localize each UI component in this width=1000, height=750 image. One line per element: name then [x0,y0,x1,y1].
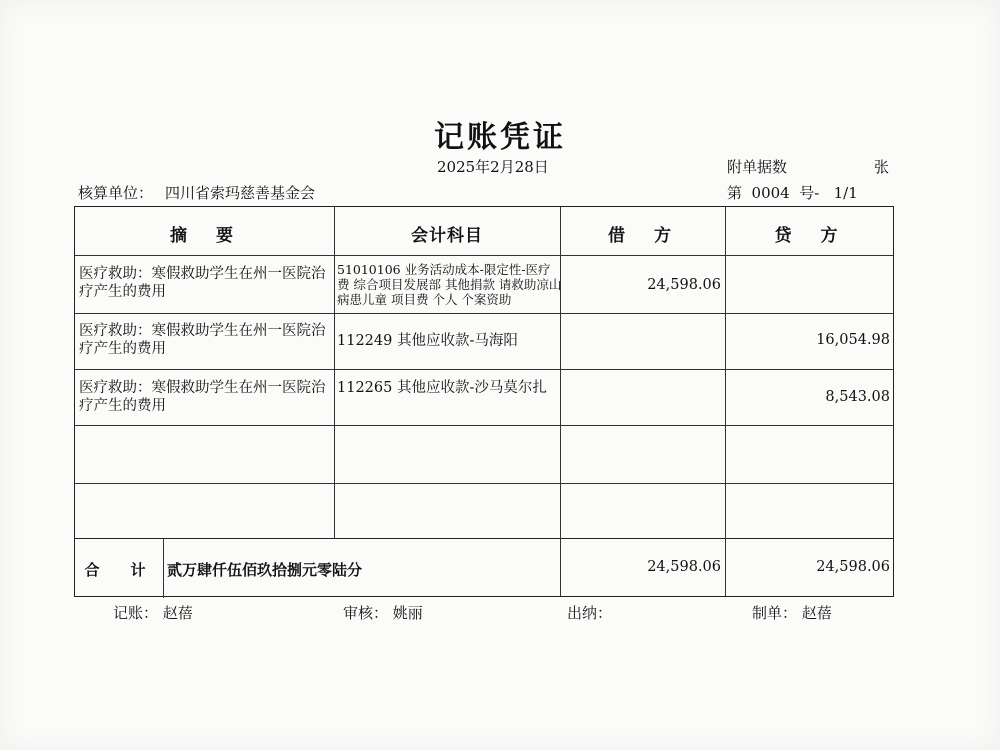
row-1-account: 51010106 业务活动成本-限定性-医疗费 综合项目发展部 其他捐款 请救助凉山病患儿童 项目费 个人 个案资助 [337,262,562,307]
cashier: 出纳： [567,604,613,622]
row-3-account: 112265 其他应收款-沙马莫尔扎 [337,380,547,396]
row-2-credit: 16,054.98 [816,332,890,348]
table-rule [75,369,893,370]
preparer: 制单： 赵蓓 [752,604,832,622]
table-rule [75,538,893,539]
header-summary: 摘 要 [170,226,239,246]
total-amount-words: 贰万肆仟伍佰玖拾捌元零陆分 [167,561,363,579]
row-2-summary: 医疗救助：寒假救助学生在州一医院治疗产生的费用 [79,323,326,357]
total-debit: 24,598.06 [647,559,721,575]
voucher-date: 2025年2月28日 [437,158,549,176]
table-rule [725,207,726,596]
row-1-summary: 医疗救助：寒假救助学生在州一医院治疗产生的费用 [79,266,326,300]
table-rule [163,538,164,598]
row-1-debit: 24,598.06 [647,277,721,293]
voucher-title: 记账凭证 [434,120,566,155]
voucher-table [74,206,894,597]
table-rule [334,207,335,538]
header-debit: 借 方 [608,226,677,246]
header-account: 会计科目 [411,226,483,246]
row-2-account: 112249 其他应收款-马海阳 [337,333,518,349]
reviewer: 审核： 姚丽 [343,604,423,622]
table-rule [75,425,893,426]
table-rule [75,313,893,314]
row-3-summary: 医疗救助：寒假救助学生在州一医院治疗产生的费用 [79,380,326,414]
table-rule [75,483,893,484]
table-rule [75,255,893,256]
total-label: 合 计 [84,561,154,579]
total-credit: 24,598.06 [816,559,890,575]
bookkeeper: 记账： 赵蓓 [113,604,193,622]
accounting-unit-label: 核算单位： [78,184,154,202]
attachments-unit: 张 [874,158,890,176]
accounting-unit-name: 四川省索玛慈善基金会 [165,184,316,202]
header-credit: 贷 方 [774,226,844,246]
row-3-credit: 8,543.08 [825,389,890,405]
attachments-label: 附单据数 [727,158,788,176]
voucher-number: 第 0004 号- 1/1 [727,184,858,202]
